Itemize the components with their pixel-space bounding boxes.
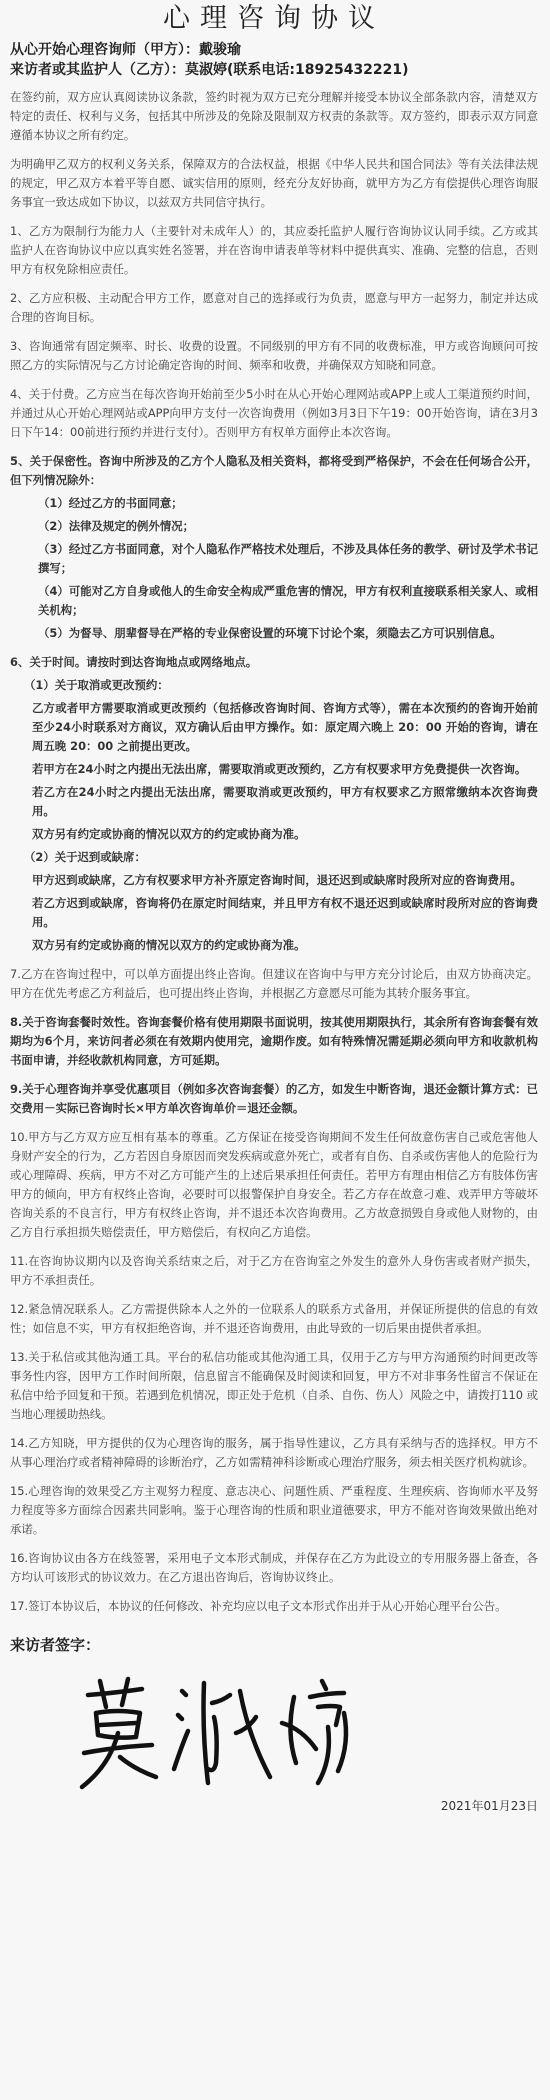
clause-16: 16.咨询协议由各方在线签署，采用电子文本形式制成，并保存在乙方为此设立的专用服务器上备查，各方均认可该形式的协议效力。在乙方退出咨询后，咨询协议终止。: [10, 1551, 538, 1584]
clause-5-item: （3）经过乙方书面同意，对个人隐私作严格技术处理后，不涉及具体任务的教学、研讨及学术书记撰写；: [38, 542, 538, 575]
clause-6-paragraph: 若乙方在24小时之内提出无法出席，需要取消或更改预约，甲方有权要求乙方照常缴纳本次咨询费用。: [32, 785, 538, 818]
clause-6-lead: 6、关于时间。请按时到达咨询地点或网络地点。: [10, 655, 258, 669]
clause-15: 15.心理咨询的效果受乙方主观努力程度、意志决心、问题性质、严重程度、生理疾病、咨询师水平及努力程度等多方面综合因素共同影响。鉴于心理咨询的性质和职业道德要求，甲方不能对咨询效果做出绝对承诺。: [10, 1484, 538, 1536]
preamble-paragraph: 为明确甲乙双方的权利义务关系，保障双方的合法权益，根据《中华人民共和国合同法》等有关法律法规的规定，甲乙双方本着平等自愿、诚实信用的原则，经充分友好协商，就甲方为乙方有偿提供心理咨询服务事宜一致达成如下协议，以兹双方共同信守执行。: [10, 157, 538, 209]
signature-label: 来访者签字：: [10, 1636, 101, 1654]
clause-6-subheading: （1）关于取消或更改预约：: [24, 678, 169, 692]
clause-5-item: （2）法律及规定的例外情况；: [38, 519, 195, 533]
clause-5-item: （4）可能对乙方自身或他人的生命安全构成严重危害的情况，甲方有权利直接联系相关家人、或相关机构；: [38, 584, 538, 617]
clause-11: 11.在咨询协议期内以及咨询关系结束之后，对于乙方在咨询室之外发生的意外人身伤害或者财产损失，甲方不承担责任。: [10, 1254, 538, 1287]
party-b-line: 来访者或其监护人（乙方）：莫淑婷(联系电话:18925432221): [10, 62, 409, 78]
clause-4: 4、关于付费。乙方应当在每次咨询开始前至少5小时在从心开始心理网站或APP上或人工渠道预约时间，并通过从心开始心理网站或APP向甲方支付一次咨询费用（例如3月3日下午19：00开始咨询，请在3月3日下午14：00前进行预约并进行支付）。否则甲方有权单方面停止本次咨询。: [10, 387, 538, 439]
clause-7: 7.乙方在咨询过程中，可以单方面提出终止咨询。但建议在咨询中与甲方充分讨论后，由双方协商决定。甲方在优先考虑乙方利益后，也可提出终止咨询，并根据乙方意愿尽可能为其转介服务事宜。: [10, 967, 538, 1000]
clause-3: 3、咨询通常有固定频率、时长、收费的设置。不同级别的甲方有不同的收费标准，甲方或咨询顾问可按照乙方的实际情况与乙方讨论确定咨询的时间、频率和收费，并确保双方知晓和同意。: [10, 339, 538, 372]
clause-6-paragraph: 若乙方迟到或缺席，咨询将仍在原定时间结束，并且甲方有权不退还迟到或缺席时段所对应的咨询费用。: [32, 896, 538, 929]
clause-5-lead: 5、关于保密性。咨询中所涉及的乙方个人隐私及相关资料，都将受到严格保护，不会在任何场合公开，但下列情况除外：: [10, 454, 538, 487]
clause-14: 14.乙方知晓，甲方提供的仅为心理咨询的服务，属于指导性建议，乙方具有采纳与否的选择权。甲方不从事心理治疗或者精神障碍的诊断治疗，乙方如需精神科诊断或心理治疗服务，须去相关医疗机构就诊。: [10, 1436, 538, 1469]
clause-8: 8.关于咨询套餐时效性。咨询套餐价格有使用期限书面说明，按其使用期限执行，其余所有咨询套餐有效期均为6个月，来访问者必须在有效期内使用完，逾期作废。如有特殊情况需延期必须向甲方和收款机构书面申请，并经收款机构同意，方可延期。: [10, 1015, 538, 1067]
clause-6-paragraph: 双方另有约定或协商的情况以双方的约定或协商为准。: [32, 827, 306, 841]
clause-5-item: （1）经过乙方的书面同意；: [38, 496, 183, 510]
clause-6-paragraph: 若甲方在24小时之内提出无法出席，需要取消或更改预约，乙方有权要求甲方免费提供一次咨询。: [32, 762, 527, 776]
clause-5-item: （5）为督导、朋辈督导在严格的专业保密设置的环境下讨论个案，须隐去乙方可识别信息。: [38, 626, 502, 640]
party-block: [10, 40, 538, 80]
handwritten-signature: [70, 1673, 370, 1793]
page-title: 心理咨询协议: [163, 3, 385, 34]
clause-6-paragraph: 双方另有约定或协商的情况以双方的约定或协商为准。: [32, 938, 306, 952]
clause-6-paragraph: 乙方或者甲方需要取消或更改预约（包括修改咨询时间、咨询方式等），需在本次预约的咨询开始前至少24小时联系对方商议，双方确认后由甲方操作。如：原定周六晚上 20：00 开始的咨询，请在周五晚 20：00 之前提出更改。: [32, 701, 538, 753]
party-a-line: 从心开始心理咨询师（甲方）：戴骏瑜: [10, 42, 241, 58]
intro-paragraph: 在签约前，双方应认真阅读协议条款，签约时视为双方已充分理解并接受本协议全部条款内容，清楚双方特定的责任、权利与义务，包括其中所涉及的免除及限制双方权责的条款等。双方签约，即表示双方同意遵循本协议之所有约定。: [10, 90, 538, 142]
clause-13: 13.关于私信或其他沟通工具。平台的私信功能或其他沟通工具，仅用于乙方与甲方沟通预约时间更改等事务性内容，因甲方工作时间所限，信息留言不能确保及时阅读和回复，甲方不对非事务性留言不保证在私信中给予回复和干预。若遇到危机情况，即正处于危机（自杀、自伤、伤人）风险之中，请拨打110 或当地心理援助热线。: [10, 1350, 538, 1421]
clause-6-subheading: （2）关于迟到或缺席：: [24, 850, 146, 864]
clause-2: 2、乙方应积极、主动配合甲方工作，愿意对自己的选择或行为负责，愿意与甲方一起努力，制定并达成合理的咨询目标。: [10, 291, 538, 324]
clause-1: 1、乙方为限制行为能力人（主要针对未成年人）的，其应委托监护人履行咨询协议认同手续。乙方或其监护人在咨询协议中应以真实姓名签署，并在咨询申请表单等材料中提供真实、准确、完整的信息，否则甲方有权免除相应责任。: [10, 224, 538, 276]
clause-6-paragraph: 甲方迟到或缺席，乙方有权要求甲方补齐原定咨询时间，退还迟到或缺席时段所对应的咨询费用。: [32, 873, 522, 887]
signing-date: 2021年01月23日: [440, 1799, 538, 1813]
clause-12: 12.紧急情况联系人。乙方需提供除本人之外的一位联系人的联系方式备用，并保证所提供的信息的有效性；如信息不实，甲方有权拒绝咨询，并不退还咨询费用，由此导致的一切后果由提供者承担。: [10, 1302, 538, 1335]
clause-9: 9.关于心理咨询并享受优惠项目（例如多次咨询套餐）的乙方，如发生中断咨询，退还金额计算方式：已交费用－实际已咨询时长×甲方单次咨询单价＝退还金额。: [10, 1082, 538, 1115]
clause-10: 10.甲方与乙方双方应互相有基本的尊重。乙方保证在接受咨询期间不发生任何故意伤害自己或危害他人身财产安全的行为，乙方若因自身原因而突发疾病或意外死亡，或者有自伤、自杀或伤害他人的危险行为或心理障碍、疾病，甲方不对乙方可能产生的上述后果承担任何责任。若甲方有理由相信乙方有肢体伤害甲方的倾向，甲方有权终止咨询，必要时可以报警保护自身安全。若乙方存在故意刁难、戏弄甲方等破坏咨询关系的不良言行，甲方有权终止咨询，并不退还本次咨询费用。乙方故意损毁自身或他人财物的，由乙方自行承担损失赔偿责任，甲方赔偿后，有权向乙方追偿。: [10, 1130, 538, 1239]
clause-17: 17.签订本协议后，本协议的任何修改、补充均应以电子文本形式作出并于从心开始心理平台公告。: [10, 1599, 507, 1613]
